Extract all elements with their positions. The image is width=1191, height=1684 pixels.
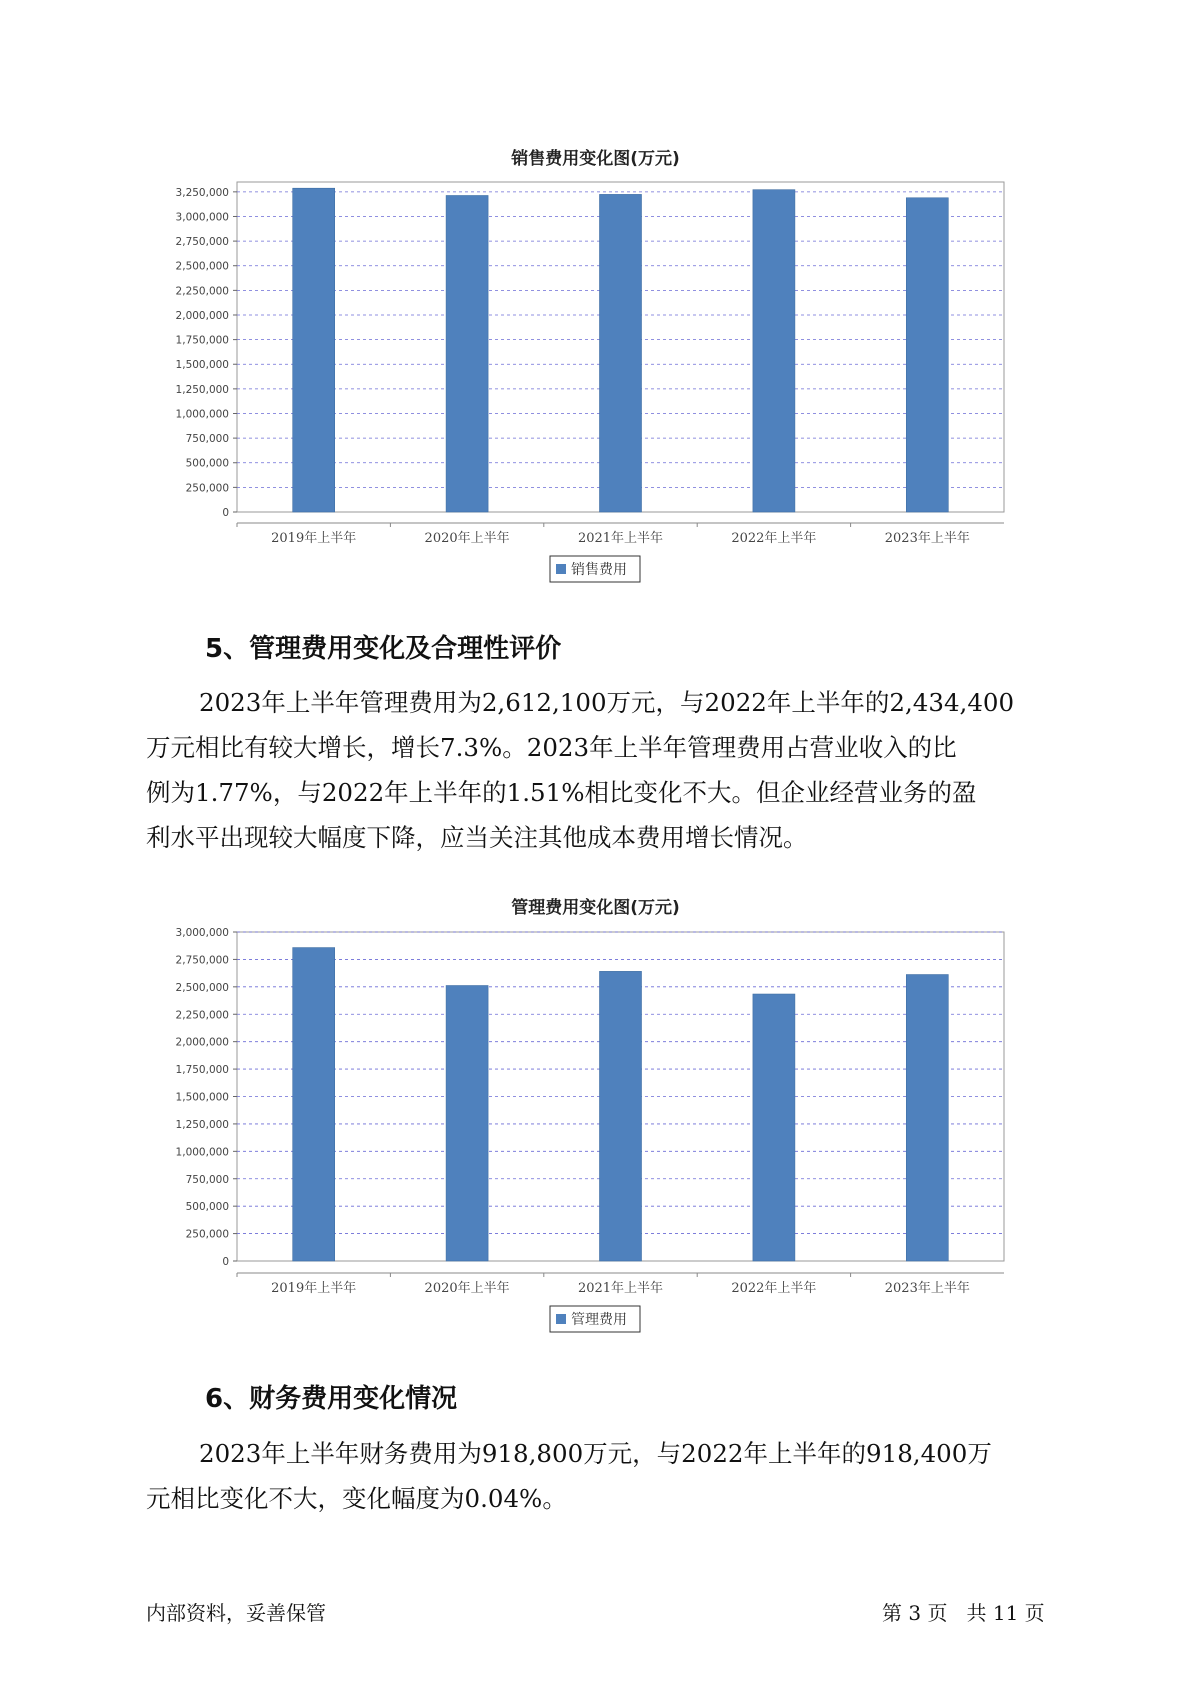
y-tick-label: 3,000,000 [175,927,229,939]
y-tick-label: 1,000,000 [175,408,229,421]
y-tick-label: 2,500,000 [175,981,229,994]
y-tick-label: 500,000 [185,457,229,470]
y-tick-label: 2,750,000 [175,954,229,967]
footer-note: 内部资料，妥善保管 [146,1601,326,1625]
bar [446,195,488,512]
y-tick-label: 2,000,000 [175,1036,229,1049]
legend [550,1306,640,1332]
y-tick-label: 2,500,000 [175,260,229,273]
x-category-label: 2022年上半年 [731,1281,817,1296]
y-tick-label: 1,750,000 [175,334,229,347]
section5-heading: 5、管理费用变化及合理性评价 [205,634,562,664]
x-category-label: 2021年上半年 [577,531,664,546]
bar [293,188,335,512]
section6-heading: 6、财务费用变化情况 [205,1384,458,1414]
y-tick-label: 500,000 [185,1201,229,1214]
legend-swatch [556,1314,566,1324]
x-category-label: 2023年上半年 [884,531,970,546]
y-tick-label: 1,500,000 [175,1091,229,1104]
y-tick-label: 250,000 [185,482,229,495]
bar [600,971,642,1261]
x-category-label: 2020年上半年 [424,531,510,546]
section6-paragraph [146,1431,1076,1521]
y-tick-label: 1,500,000 [175,359,229,372]
y-tick-label: 2,250,000 [175,1009,229,1022]
y-tick-label: 1,000,000 [175,1146,229,1159]
bar [906,198,948,512]
y-tick-label: 0 [222,507,229,519]
y-tick-label: 2,250,000 [175,285,229,298]
section5-paragraph [146,680,1076,860]
chart2-title: 管理费用变化图(万元) [511,898,680,918]
section6-line: 元相比变化不大，变化幅度为0.04%。 [146,1484,567,1513]
x-category-label: 2020年上半年 [424,1281,510,1296]
y-tick-label: 250,000 [185,1228,229,1241]
y-tick-label: 3,250,000 [175,186,229,199]
page-number: 第 3 页 共 11 页 [882,1601,1045,1625]
bar [446,986,488,1261]
section5-line: 2023年上半年管理费用为2,612,100万元，与2022年上半年的2,434,400 [199,688,1015,717]
y-tick-label: 750,000 [185,1173,229,1186]
bar [753,994,795,1261]
bar [753,190,795,512]
section5-line: 利水平出现较大幅度下降，应当关注其他成本费用增长情况。 [146,823,808,852]
bar [293,948,335,1261]
x-category-label: 2021年上半年 [577,1281,664,1296]
section5-line: 例为1.77%，与2022年上半年的1.51%相比变化不大。但企业经营业务的盈 [146,778,977,807]
chart1-title: 销售费用变化图(万元) [511,149,680,169]
section5-line: 万元相比有较大增长，增长7.3%。2023年上半年管理费用占营业收入的比 [146,733,957,762]
y-tick-label: 3,000,000 [175,211,229,224]
y-tick-label: 1,250,000 [175,1118,229,1131]
sales-expense-chart [0,170,1191,590]
legend-label: 销售费用 [571,562,627,578]
y-tick-label: 1,750,000 [175,1064,229,1077]
x-category-label: 2019年上半年 [271,1281,357,1296]
y-tick-label: 0 [222,1256,229,1268]
legend-swatch [556,564,566,574]
legend-label: 管理费用 [571,1312,627,1328]
legend [550,556,640,582]
y-tick-label: 750,000 [185,433,229,446]
y-tick-label: 1,250,000 [175,383,229,396]
bar [906,975,948,1261]
section6-line: 2023年上半年财务费用为918,800万元，与2022年上半年的918,400万 [199,1439,992,1468]
x-category-label: 2019年上半年 [271,531,357,546]
y-tick-label: 2,750,000 [175,236,229,249]
x-category-label: 2022年上半年 [731,531,817,546]
bar [600,194,642,512]
management-expense-chart [0,920,1191,1340]
x-category-label: 2023年上半年 [884,1281,970,1296]
y-tick-label: 2,000,000 [175,309,229,322]
